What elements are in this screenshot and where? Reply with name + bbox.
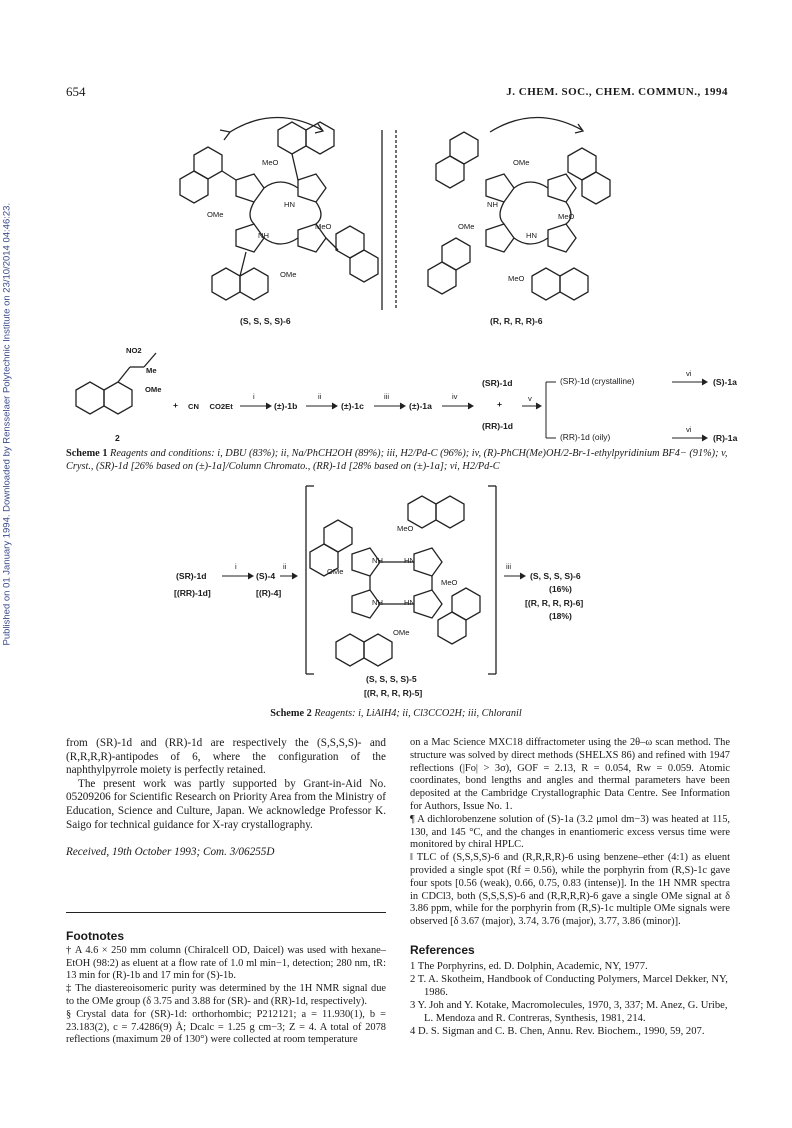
atom-label: MeO [262, 158, 279, 167]
product-label: (SR)-1d (crystalline) [560, 376, 635, 386]
footnote: ‡ The diastereoisomeric purity was determined by the 1H NMR signal due to the OMe group (δ 3.75 and 3.88 for (SR)- and (RR)-1d, respectively). [66, 983, 386, 1007]
atom-label: NH [258, 231, 269, 240]
step-label: ii [283, 562, 287, 571]
footnote: § Crystal data for (SR)-1d: orthorhombic; P212121; a = 11.930(1), b = 23.183(2), c = 7.4286(9) Å; Dcalc = 1.25 g cm−3; Z = 4. A total of 2078 reflections (maximum 2θ of 130°) were collected at room temperature [66, 1008, 386, 1046]
scheme2-caption-text: Reagents: i, LiAlH4; ii, Cl3CCO2H; iii, Chloranil [314, 708, 522, 719]
atom-label: HN [404, 556, 415, 565]
step-label: iii [384, 392, 390, 401]
footnote: ‖ TLC of (S,S,S,S)-6 and (R,R,R,R)-6 using benzene–ether (4:1) as eluent provided a single spot (Rf = 0.56), while the porphyrin from (R,S)-1c gave four spots [0.56 (weak), 0.66, 0.75, 0.83 (intense)]. In the 1H NMR spectra in CDCl3, both (S,S,S,S)-6 and (R,R,R,R)-6 gave a single OMe signal at δ 3.86 ppm, while for the porphyrin from (R,S)-1c multiple OMe signals were observed [δ 3.67 (major), 3.74, 3.76 (major), 3.77, 3.86 (minor)]. [410, 852, 730, 928]
received-line: Received, 19th October 1993; Com. 3/06255D [66, 846, 275, 859]
footnotes-title: Footnotes [66, 928, 124, 943]
scheme2-caption-head: Scheme 2 [270, 708, 312, 719]
right-column [410, 737, 730, 1038]
atom-label: OMe [207, 210, 224, 219]
compound-label: (S, S, S, S)-6 [240, 316, 291, 326]
scheme1-caption [66, 447, 730, 473]
product-label: (RR)-1d (oily) [560, 432, 611, 442]
scheme2-caption [0, 707, 792, 720]
step-label: i [235, 562, 237, 571]
atom-label: OMe [327, 567, 344, 576]
atom-label: HN [526, 231, 537, 240]
step-label: vi [686, 425, 692, 434]
reference-item: 4 D. S. Sigman and C. B. Chen, Annu. Rev. Biochem., 1990, 59, 207. [410, 1025, 705, 1037]
product-label: (SR)-1d [482, 378, 513, 388]
atom-label: OMe [393, 628, 410, 637]
product-label: (S, S, S, S)-6 [530, 571, 581, 581]
journal-header: J. CHEM. SOC., CHEM. COMMUN., 1994 [506, 86, 728, 98]
no2-label: NO2 [126, 346, 142, 355]
product-label: [(R, R, R, R)-6] [525, 598, 584, 608]
compound-2-label: 2 [115, 433, 120, 443]
porphyrin-rrrr-structure [428, 117, 610, 300]
atom-label: MeO [397, 524, 414, 533]
atom-label: MeO [508, 274, 525, 283]
yield-label: (16%) [549, 584, 572, 594]
compound-label: (R, R, R, R)-6 [490, 316, 543, 326]
page-number: 654 [66, 84, 86, 99]
reference-item: 2 T. A. Skotheim, Handbook of Conducting Polymers, Marcel Dekker, NY, 1986. [410, 973, 728, 998]
footnote: on a Mac Science MXC18 diffractometer using the 2θ–ω scan method. The structure was solved by direct methods (SHELXS 86) and refined with 1947 reflections (|Fo| > 3σ), GOF = 2.13, R = 0.054, Rw = 0.059. Atomic coordinates, bond lengths and angles and thermal parameters have been deposited at the Cambridge Crystallographic Data Centre. See Information for Authors, Issue No. 1. [410, 737, 730, 812]
atom-label: OMe [458, 222, 475, 231]
intermediate-label: (S)-4 [256, 571, 276, 581]
left-column [66, 737, 386, 1047]
product-label: (R)-1a [713, 433, 738, 443]
ome-label: OMe [145, 385, 162, 394]
scheme1-caption-head: Scheme 1 [66, 448, 108, 459]
me-label: Me [146, 366, 157, 375]
footnote: † A 4.6 × 250 mm column (Chiralcell OD, Daicel) was used with hexane–EtOH (98:2) as eluent at a flow rate of 1.0 ml min−1, detection; 280 nm, tR: 13 min for (R)-1b and 17 min for (S)-1b. [66, 944, 386, 982]
step-label: v [528, 394, 532, 403]
step-label: iv [452, 392, 458, 401]
atom-label: HN [404, 598, 415, 607]
atom-label: MeO [441, 578, 458, 587]
footnote: ¶ A dichlorobenzene solution of (S)-1a (3.2 μmol dm−3) was heated at 115, 130, and 145 °C, and the changes in enantiomeric excess versus time were monitored by chiral HPLC. [410, 813, 730, 851]
intermediate-label: [(R)-4] [256, 588, 282, 598]
atom-label: NH [372, 598, 383, 607]
product-label: (±)-1b [274, 401, 298, 411]
start-label: (SR)-1d [176, 571, 207, 581]
atom-label: NH [372, 556, 383, 565]
step-label: vi [686, 369, 692, 378]
yield-label: (18%) [549, 611, 572, 621]
start-label: [(RR)-1d] [174, 588, 211, 598]
product-label: (±)-1a [409, 401, 432, 411]
product-label: (RR)-1d [482, 421, 514, 431]
atom-label: HN [284, 200, 295, 209]
reference-item: 3 Y. Joh and Y. Kotake, Macromolecules, 1970, 3, 337; M. Anez, G. Uribe, L. Mendoza and R. Contreras, Synthesis, 1981, 214. [410, 999, 728, 1024]
reagent-label: CN CO2Et [188, 402, 233, 411]
porphyrin-figure [150, 100, 750, 325]
intermediate-label: [(R, R, R, R)-5] [364, 688, 423, 698]
provenance-note: Published on 01 January 1994. Downloaded by Rensselaer Polytechnic Institute on 23/10/2014 04:46:23. [1, 202, 13, 646]
intermediate-label: (S, S, S, S)-5 [366, 674, 417, 684]
reference-item: 1 The Porphyrins, ed. D. Dolphin, Academic, NY, 1977. [410, 960, 648, 972]
atom-label: NH [487, 200, 498, 209]
body-paragraph: The present work was partly supported by Grant-in-Aid No. 05209206 for Scientific Research on Priority Area from the Ministry of Education, Science and Culture, Japan. We acknowledge Professor K. Saigo for technical guidance for X-ray crystallography. [66, 777, 386, 831]
porphyrin-sssS-structure [180, 117, 378, 300]
product-label: (S)-1a [713, 377, 737, 387]
atom-label: MeO [315, 222, 332, 231]
references-title: References [410, 942, 475, 957]
body-paragraph: from (SR)-1d and (RR)-1d are respectively the (S,S,S,S)- and (R,R,R,R)-antipodes of 6, where the configuration of the naphthylpyrrole moiety is perfectly retained. [66, 737, 386, 777]
divider [66, 912, 386, 913]
step-label: i [253, 392, 255, 401]
scheme1-structure [60, 345, 180, 435]
step-label: iii [506, 562, 512, 571]
product-label: (±)-1c [341, 401, 364, 411]
scheme1-caption-text: Reagents and conditions: i, DBU (83%); ii, Na/PhCH2OH (89%); iii, H2/Pd-C (96%); iv, (R)-PhCH(Me)OH/2-Br-1-ethylpyridinium BF4− (91%); v, Cryst., (SR)-1d [26% based on (±)-1a]/Column Chromato., (RR)-1d [28% based on (±)-1a]; vi, H2/Pd-C [66, 448, 728, 472]
atom-label: OMe [513, 158, 530, 167]
atom-label: MeO [558, 212, 575, 221]
plus: + [497, 399, 503, 409]
atom-label: OMe [280, 270, 297, 279]
plus: + [173, 400, 179, 410]
step-label: ii [318, 392, 322, 401]
